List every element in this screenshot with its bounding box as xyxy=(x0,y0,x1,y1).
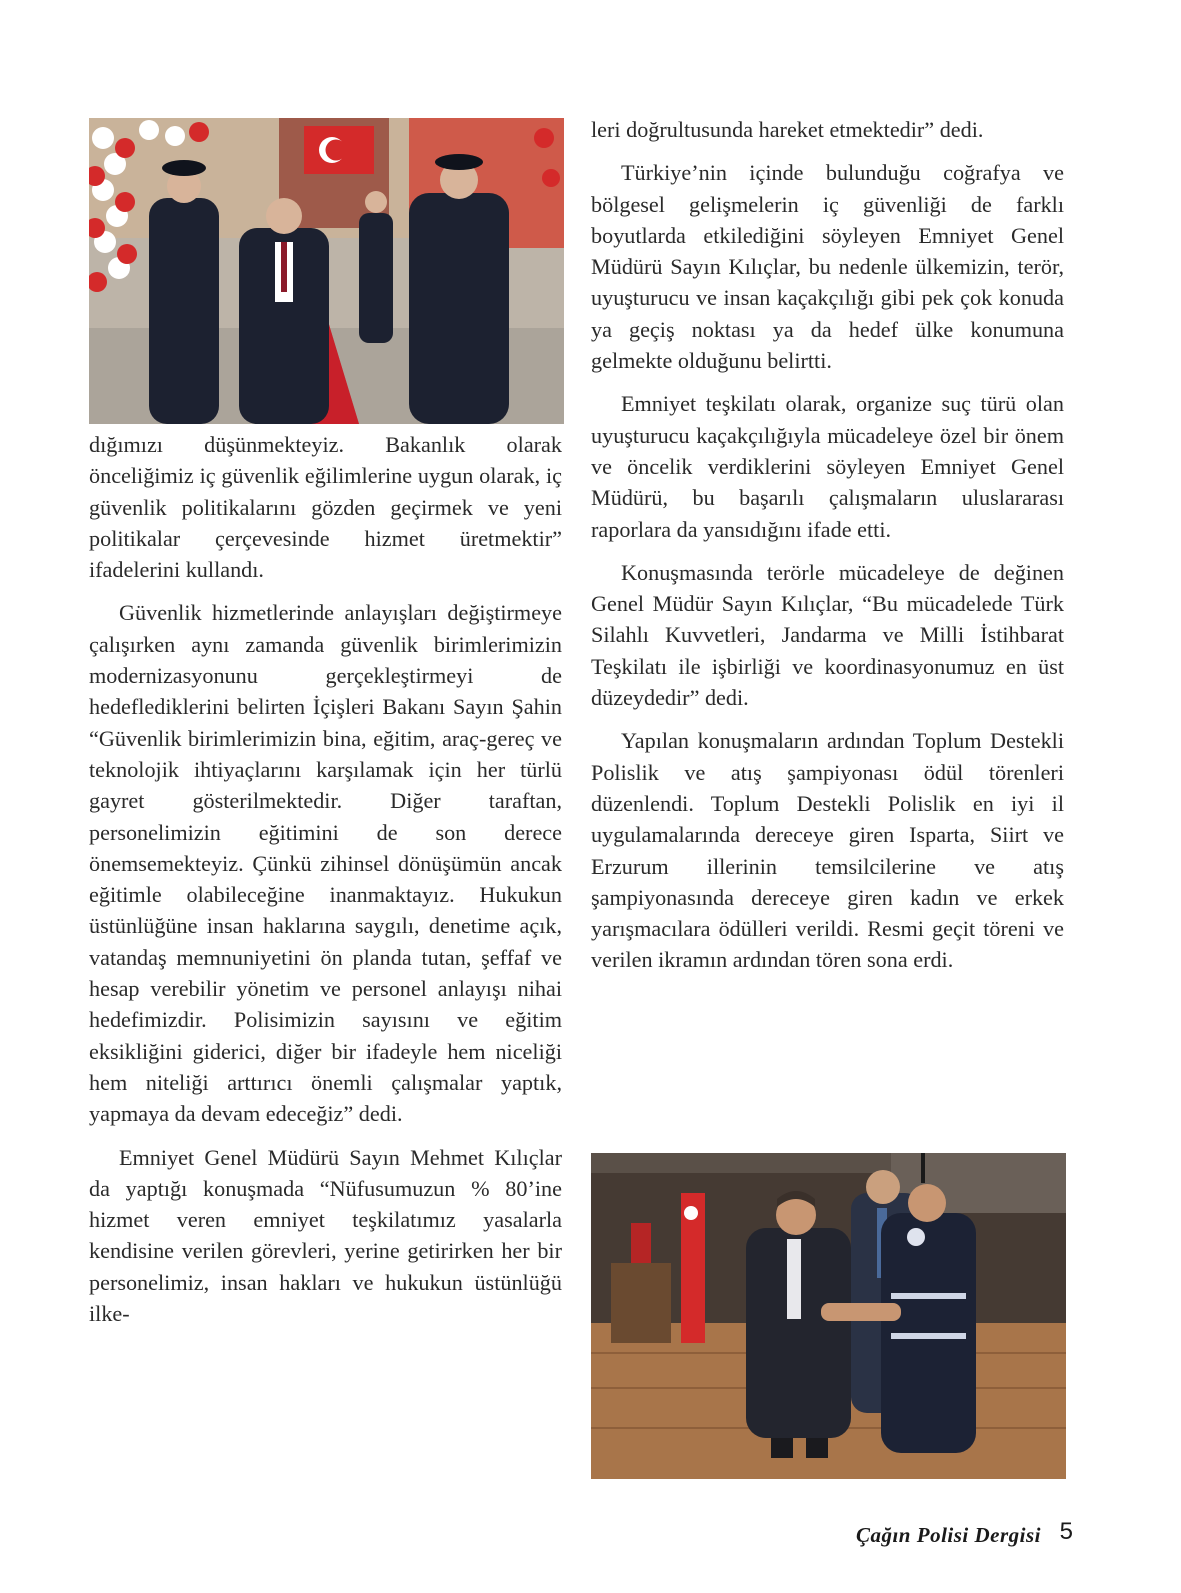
left-paragraph-3: Emniyet Genel Müdürü Sayın Mehmet Kılıçlar da yaptığı konuşmada “Nüfusumuzun % 80’ine hizmet veren emniyet teşkilatımız yasalarla kendisine verilen görevleri, yerine getirirken her bir personelimiz, insan hakları ve hukukun üstünlüğü ilke- xyxy=(89,1144,562,1327)
left-paragraph-1: dığımızı düşünmekteyiz. Bakanlık olarak önceliğimiz iç güvenlik eğilimlerine uygun olarak, iç güvenlik politikalarını gözden geçirmek ve yeni politikalar çerçevesinde hizmet üretmektir” ifadelerini kullandı. xyxy=(89,432,562,583)
right-paragraph-2: Türkiye’nin içinde bulunduğu coğrafya ve bölgesel gelişmelerin iç güvenliği de farklı boyutlarda etkilediğini söyleyen Emniyet Genel Müdürü Sayın Kılıçlar, bu nedenle ülkemizin, terör, uyuşturucu ve insan kaçakçılığı gibi pek çok konuda ya geçiş noktası ya da hedef ülke konumuna gelmekte olduğunu belirtti. xyxy=(591,160,1064,374)
ceremony-walk-photo xyxy=(89,118,564,424)
page-number: 5 xyxy=(1059,1518,1073,1545)
right-paragraph-3: Emniyet teşkilatı olarak, organize suç türü olan uyuşturucu kaçakçılığıyla mücadeleye özel bir önem ve öncelik verdiklerini söyleyen Emniyet Genel Müdürü, bu başarılı çalışmaların uluslararası raporlara da yansıdığını ifade etti. xyxy=(591,391,1064,542)
right-paragraph-5: Yapılan konuşmaların ardından Toplum Destekli Polislik ve atış şampiyonası ödül törenleri düzenlendi. Toplum Destekli Polislik en iyi il uygulamalarında dereceye giren Isparta, Siirt ve Erzurum illerinin temsilcilerine ve atış şampiyonasında dereceye giren kadın ve erkek yarışmacılara ödülleri verildi. Resmi geçit töreni ve verilen ikramın ardından tören sona erdi. xyxy=(591,728,1064,973)
award-ceremony-photo xyxy=(591,1153,1066,1479)
left-text-column xyxy=(89,429,562,1341)
right-paragraph-4: Konuşmasında terörle mücadeleye de değinen Genel Müdür Sayın Kılıçlar, “Bu mücadelede Türk Silahlı Kuvvetleri, Jandarma ve Milli İstihbarat Teşkilatı ile işbirliği ve koordinasyonumuz en üst düzeydedir” dedi. xyxy=(591,559,1064,711)
award-ceremony-illustration xyxy=(591,1153,1066,1479)
ceremony-walk-illustration xyxy=(89,118,564,424)
left-paragraph-2: Güvenlik hizmetlerinde anlayışları değiştirmeye çalışırken aynı zamanda güvenlik birimlerimizin modernizasyonunu gerçekleştirmeyi de hedeflediklerini belirten İçişleri Bakanı Sayın Şahin “Güvenlik birimlerimizin bina, eğitim, araç-gereç ve teknolojik ihtiyaçlarını karşılamak için her türlü gayret gösterilmektedir. Diğer taraftan, personelimizin eğitimini de son derece önemsemekteyiz. Çünkü zihinsel dönüşümün ancak eğitimle olabileceğine inanmaktayız. Hukukun üstünlüğüne insan haklarına saygılı, denetime açık, vatandaş memnuniyetini ön planda tutan, şeffaf ve hesap verebilir yönetim ve personel anlayışı nihai hedefimizdir. Polisimizin sayısını ve eğitim eksikliğini giderici, diğer bir ifadeyle hem niceliği hem niteliği arttırıcı önemli çalışmalar yaptık, yapmaya da devam edeceğiz” dedi. xyxy=(89,600,562,1127)
right-text-column xyxy=(591,114,1064,988)
right-paragraph-1: leri doğrultusunda hareket etmektedir” dedi. xyxy=(591,117,984,142)
magazine-title: Çağın Polisi Dergisi xyxy=(855,1523,1041,1547)
